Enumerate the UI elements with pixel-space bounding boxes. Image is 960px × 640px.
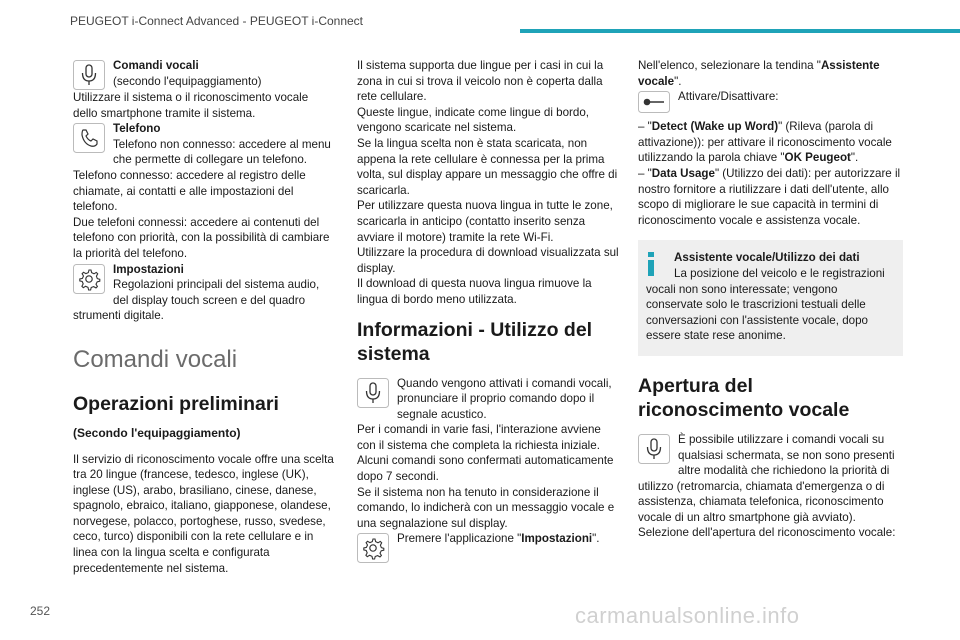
open-voice-heading: Apertura del riconoscimento vocale xyxy=(638,374,850,421)
data-usage-post: " (Utilizzo dei dati): per autorizzare il nostro fornitore a riutilizzare i dati dell'utente, allo scopo di migliorare le sue capacità in termini di riconoscimento vocale e assistenza vocale. xyxy=(638,166,901,227)
data-usage-pre: – " xyxy=(638,166,652,180)
phone-text: Telefono non connesso: accedere al menu che permette di collegare un telefono. xyxy=(113,137,331,167)
info-box-title: Assistente vocale/Utilizzo dei dati xyxy=(674,251,860,265)
settings-instruction-bold: Impostazioni xyxy=(521,532,593,546)
voice-commands-item xyxy=(73,58,335,121)
header-title: PEUGEOT i-Connect Advanced - PEUGEOT i-Connect xyxy=(70,14,364,28)
info-heading: Informazioni - Utilizzo del sistema xyxy=(357,318,593,365)
phone-title: Telefono xyxy=(113,122,161,136)
voice-commands-text: (secondo l'equipaggiamento) xyxy=(113,74,262,88)
page-header xyxy=(0,0,960,40)
settings-title: Impostazioni xyxy=(113,262,184,276)
detect-end: ". xyxy=(850,151,859,165)
open-voice-text-2: Selezione dell'apertura del riconoscimento vocale: xyxy=(638,526,896,540)
assistant-tab-text xyxy=(638,58,903,89)
assistant-tab-bold: Assistente vocale xyxy=(638,59,880,88)
header-accent-bar xyxy=(520,29,960,33)
mic-info-item xyxy=(357,376,619,423)
settings-item xyxy=(73,262,335,324)
assistant-tab-pre: Nell'elenco, selezionare la tendina " xyxy=(638,59,821,72)
toggle-item xyxy=(638,89,903,113)
lang-para-1: Il sistema supporta due lingue per i casi in cui la zona in cui si trova il veicolo non è coperta dalla rete cellulare. xyxy=(357,59,604,104)
detect-bold: Detect (Wake up Word) xyxy=(651,120,779,134)
info-para-8: Alcuni comandi sono confermati automaticamente dopo 7 secondi. xyxy=(357,454,614,484)
info-box-text xyxy=(646,266,893,344)
toggle-icon xyxy=(638,91,670,113)
column-1 xyxy=(73,58,335,576)
lang-para-6: Il download di questa nuova lingua rimuove la lingua di bordo meno utilizzata. xyxy=(357,277,592,306)
phone-item xyxy=(73,121,335,261)
microphone-icon xyxy=(73,60,105,90)
voice-commands-para: Utilizzare il sistema o il riconoscimento vocale dello smartphone tramite il sistema. xyxy=(73,91,309,120)
page-number: 252 xyxy=(30,604,51,618)
assistant-tab-post: ". xyxy=(674,74,682,88)
column-3 xyxy=(638,58,903,541)
detect-keyword: OK Peugeot xyxy=(784,151,851,165)
microphone-icon xyxy=(638,434,670,464)
open-voice-item xyxy=(638,432,903,526)
data-usage-option xyxy=(638,166,903,228)
settings-instruction-post: ". xyxy=(592,532,600,546)
prelim-subheading: (Secondo l'equipaggiamento) xyxy=(73,425,241,440)
watermark: carmanualsonline.info xyxy=(575,603,800,628)
info-icon xyxy=(648,252,654,257)
detect-pre: – " xyxy=(638,120,652,134)
gear-icon xyxy=(73,264,105,294)
phone-para-1: Telefono connesso: accedere al registro delle chiamate, ai contatti e alle impostazioni del telefono. xyxy=(73,168,306,214)
info-box-text-content: La posizione del veicolo e le registrazioni vocali non sono interessate; vengono conservate solo le trascrizioni testuali delle conversazioni con l'assistente vocale, dopo essere state rese anonime. xyxy=(646,266,885,343)
detect-post: " (Rileva (parola di attivazione)): per attivare il riconoscimento vocale utilizzando la parola chiave " xyxy=(638,120,892,165)
phone-para-2: Due telefoni connessi: accedere ai contenuti del telefono con priorità, con la possibilità di cambiare la priorità del telefono. xyxy=(73,215,330,260)
lang-para-2: Queste lingue, indicate come lingue di bordo, vengono scaricate nel sistema. xyxy=(357,105,590,135)
info-para-9: Se il sistema non ha tenuto in considerazione il comando, lo indicherà con un messaggio vocale e una segnalazione sul display. xyxy=(357,485,615,530)
column-2 xyxy=(357,58,619,563)
section-title-voice-commands: Comandi vocali xyxy=(73,345,238,373)
mic-info-text: Quando vengono attivati i comandi vocali, pronunciare il proprio comando dopo il segnale acustico. xyxy=(397,376,612,421)
toggle-text: Attivare/Disattivare: xyxy=(678,90,779,104)
microphone-icon xyxy=(357,378,389,408)
lang-para-3: Se la lingua scelta non è stata scaricata, non appena la rete cellulare è connessa per la prima volta, sul display appare un messaggio che offre di scaricarla. xyxy=(357,136,618,197)
lang-para-4: Per utilizzare questa nuova lingua in tutte le zone, scaricarla in anticipo (contatto inserito senza avviare il motore) tramite la rete Wi-Fi. xyxy=(357,199,613,244)
prelim-heading: Operazioni preliminari xyxy=(73,392,279,415)
settings-instruction-item xyxy=(357,531,619,547)
settings-text: Regolazioni principali del sistema audio, del display touch screen e del quadro strumenti digitale. xyxy=(73,278,320,323)
gear-icon xyxy=(357,533,389,563)
open-voice-text: È possibile utilizzare i comandi vocali su qualsiasi schermata, se non sono presenti altre modalità che richiedono la priorità di utilizzo (retromarcia, chiamata d'emergenza o di assistenza, chiamata telefonica, riconoscimento vocale di un altro smartphone già avviato). xyxy=(638,432,895,524)
prelim-text: Il servizio di riconoscimento vocale offre una scelta tra 20 lingue (francese, tedesco, inglese (UK), inglese (US), arabo, brasiliano, cinese, danese, spagnolo, ebraico, italiano, giapponese, olandese, norvegese, polacco, portoghese, russo, svedese, ceco, turco) disponibili con la rete cellulare e in linea con la lingua scelta e configurata precedentemente nel sistema. xyxy=(73,452,334,575)
settings-instruction-pre: Premere l'applicazione " xyxy=(397,532,522,546)
data-usage-info-box xyxy=(638,240,903,356)
detect-option xyxy=(638,119,903,166)
lang-para-5: Utilizzare la procedura di download visualizzata sul display. xyxy=(357,246,619,275)
data-usage-bold: Data Usage xyxy=(651,166,715,180)
phone-icon xyxy=(73,123,105,153)
voice-commands-title: Comandi vocali xyxy=(113,59,199,72)
info-para-7: Per i comandi in varie fasi, l'interazione avviene con il sistema che completa la richiesta iniziale. xyxy=(357,423,601,452)
